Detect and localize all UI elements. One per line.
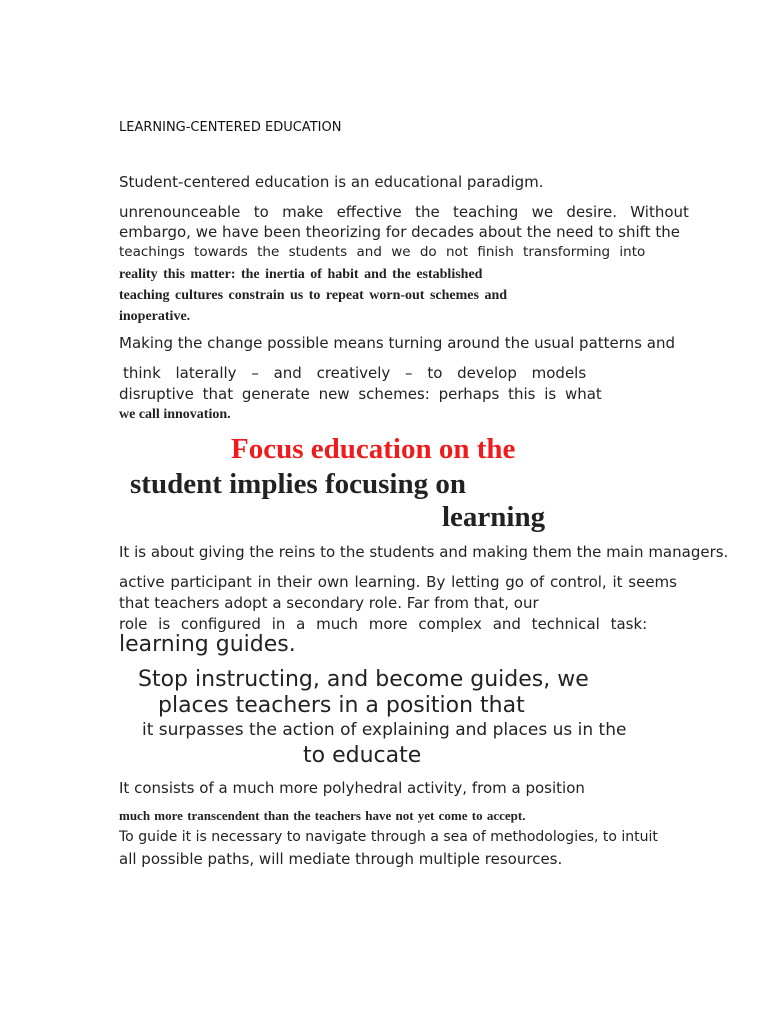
paragraph-line: all possible paths, will mediate through multiple resources.: [119, 850, 563, 868]
paragraph-line: teachings towards the students and we do not finish transforming into: [119, 244, 646, 260]
paragraph-line: places teachers in a position that: [158, 693, 525, 718]
word: teaching: [453, 203, 519, 221]
word: unrenounceable: [119, 203, 241, 221]
paragraph-line: think laterally – and creatively – to develop models: [123, 364, 587, 382]
paragraph-line: It consists of a much more polyhedral activity, from a position: [119, 779, 585, 797]
paragraph-line: Stop instructing, and become guides, we: [138, 667, 589, 692]
heading-line: learning: [442, 501, 546, 533]
word: to: [253, 203, 269, 221]
paragraph-line: teaching cultures constrain us to repeat worn-out schemes and: [119, 288, 508, 303]
paragraph-line: role is configured in a much more complex and technical task:: [119, 615, 648, 633]
word: effective: [336, 203, 402, 221]
document-title: LEARNING-CENTERED EDUCATION: [119, 120, 342, 135]
paragraph-line: embargo, we have been theorizing for decades about the need to shift the: [119, 223, 680, 241]
word: we: [531, 203, 554, 221]
paragraph-line: Making the change possible means turning around the usual patterns and: [119, 334, 675, 352]
paragraph-line: learning guides.: [119, 632, 296, 657]
paragraph-line: [119, 203, 689, 221]
paragraph-line: inoperative.: [119, 309, 191, 324]
heading-line: student implies focusing on: [130, 468, 466, 500]
paragraph-line: reality this matter: the inertia of habit and the established: [119, 267, 483, 282]
paragraph-line: Student-centered education is an educational paradigm.: [119, 173, 544, 191]
heading-line: Focus education on the: [231, 433, 516, 465]
paragraph-line: disruptive that generate new schemes: perhaps this is what: [119, 385, 602, 403]
paragraph-line: that teachers adopt a secondary role. Far from that, our: [119, 594, 539, 612]
paragraph-line: It is about giving the reins to the students and making them the main managers.: [119, 543, 729, 561]
paragraph-line: it surpasses the action of explaining and places us in the: [142, 720, 627, 740]
word: desire.: [566, 203, 617, 221]
paragraph-line: active participant in their own learning. By letting go of control, it seems: [119, 573, 677, 591]
word: the: [415, 203, 440, 221]
paragraph-line: we call innovation.: [119, 407, 231, 422]
word: Without: [630, 203, 689, 221]
word: make: [282, 203, 324, 221]
paragraph-line: to educate: [303, 743, 422, 768]
paragraph-line: much more transcendent than the teachers have not yet come to accept.: [119, 808, 526, 823]
paragraph-line: To guide it is necessary to navigate through a sea of methodologies, to intuit: [119, 829, 658, 845]
